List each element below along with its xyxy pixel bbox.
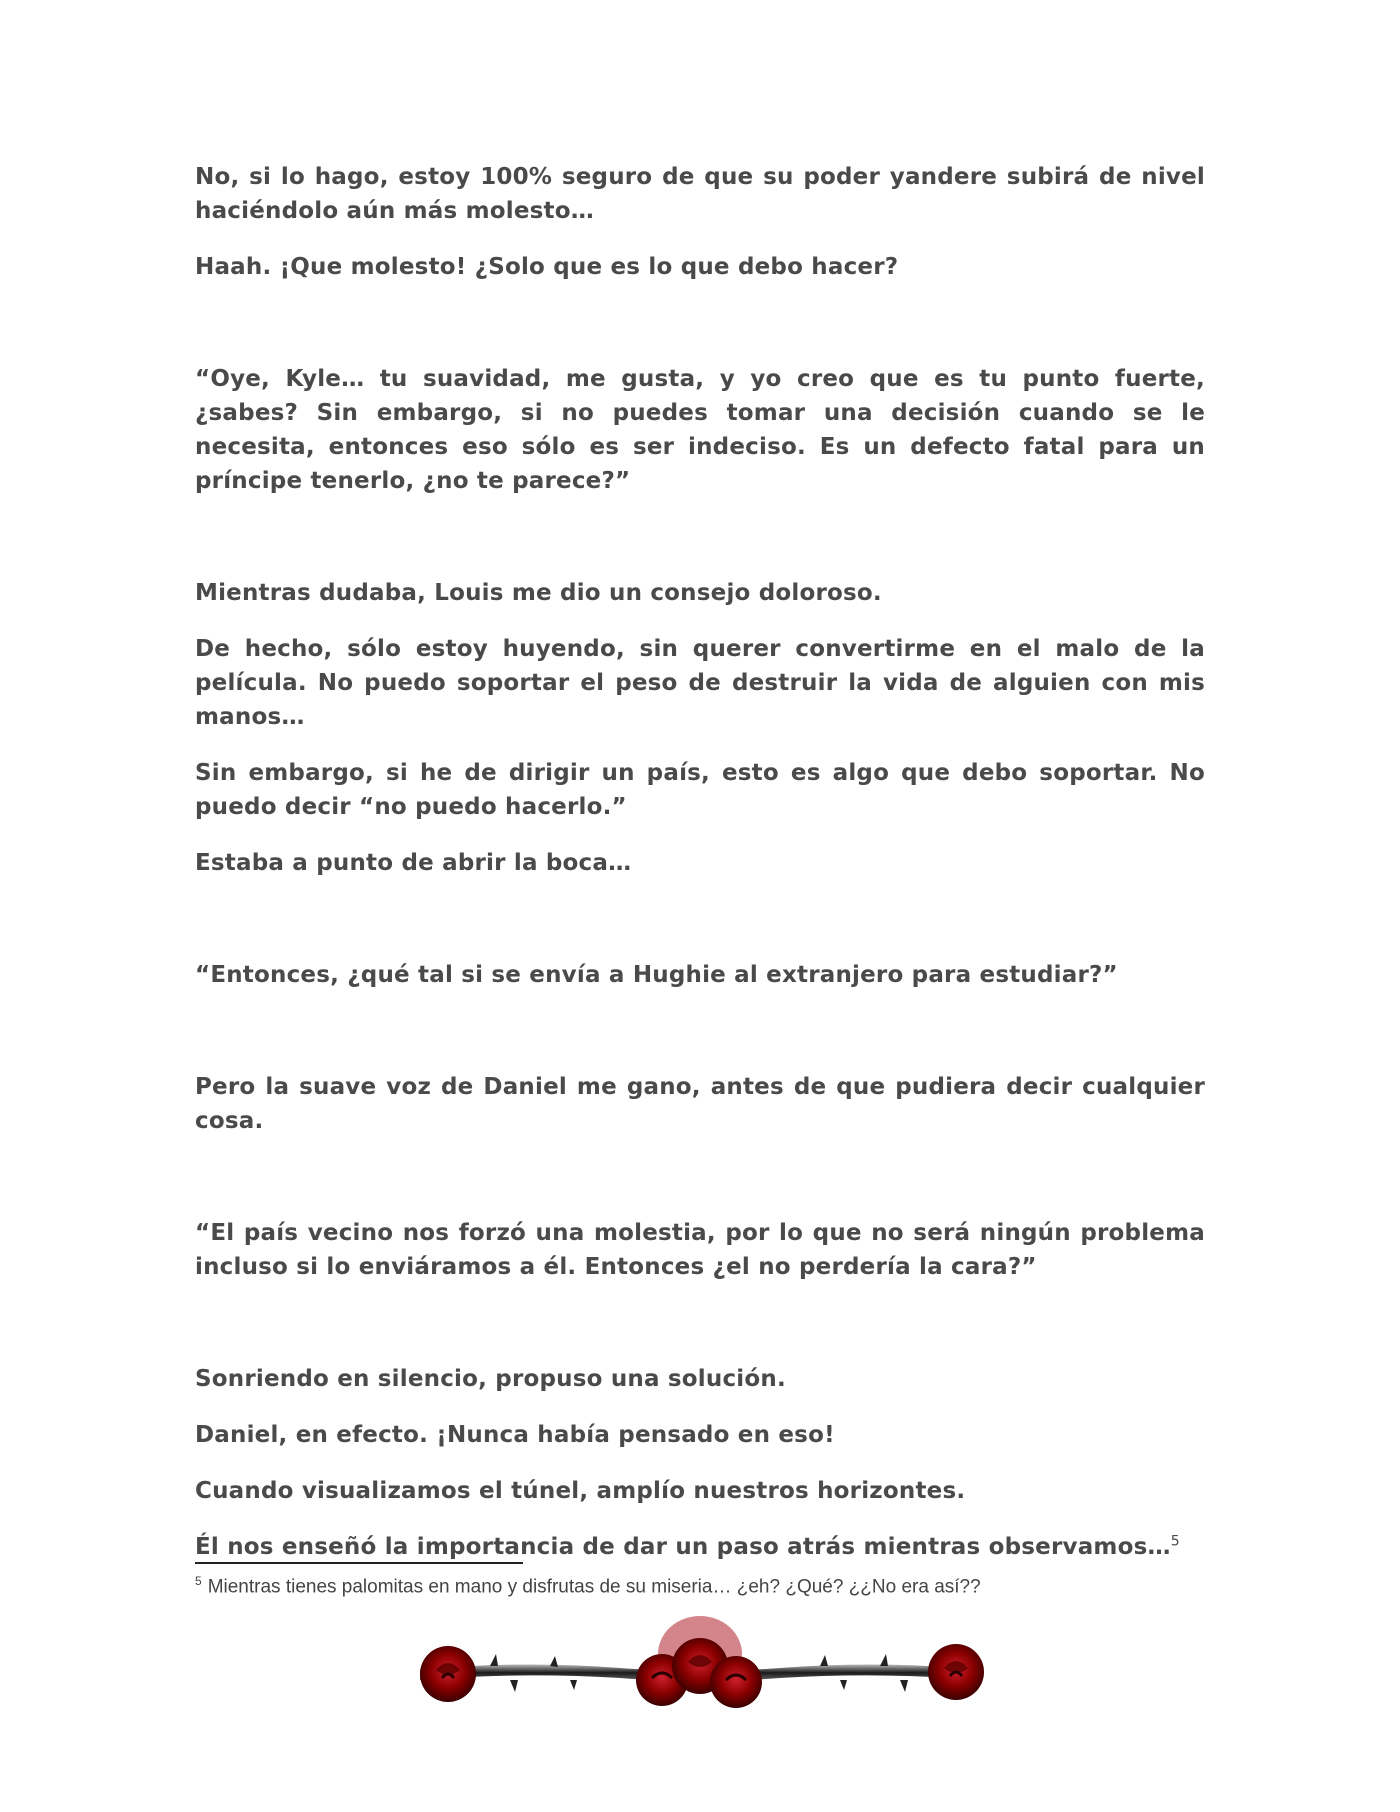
paragraph-with-footnote [195, 1530, 1205, 1564]
paragraph: Sonriendo en silencio, propuso una solución. [195, 1366, 786, 1392]
spacer [195, 306, 1205, 362]
page-body [195, 160, 1205, 1586]
dialogue-paragraph: “Oye, Kyle… tu suavidad, me gusta, y yo creo que es tu punto fuerte, ¿sabes? Sin embargo, si no puedes tomar una decisión cuando se le necesita, entonces eso sólo es ser indeciso. Es un defecto fatal para un príncipe tenerlo, ¿no te parece?” [195, 366, 1205, 494]
footnote-number: 5 [195, 1574, 202, 1588]
paragraph-text: Él nos enseñó la importancia de dar un paso atrás mientras observamos… [195, 1534, 1171, 1560]
spacer [195, 1160, 1205, 1216]
rose-vine-divider-icon [400, 1608, 1000, 1728]
spacer [195, 520, 1205, 576]
spacer [195, 1306, 1205, 1362]
spacer [195, 902, 1205, 958]
dialogue-paragraph: “El país vecino nos forzó una molestia, por lo que no será ningún problema incluso si lo enviáramos a él. Entonces ¿el no perdería la cara?” [195, 1220, 1205, 1280]
paragraph: Sin embargo, si he de dirigir un país, esto es algo que debo soportar. No puedo decir “no puedo hacerlo.” [195, 760, 1205, 820]
paragraph: Cuando visualizamos el túnel, amplío nuestros horizontes. [195, 1478, 966, 1504]
paragraph: De hecho, sólo estoy huyendo, sin querer convertirme en el malo de la película. No puedo soportar el peso de destruir la vida de alguien con mis manos… [195, 636, 1205, 730]
footnote-reference[interactable]: 5 [1170, 1533, 1180, 1550]
paragraph: Haah. ¡Que molesto! ¿Solo que es lo que debo hacer? [195, 254, 899, 280]
paragraph: Estaba a punto de abrir la boca… [195, 850, 632, 876]
footnote [195, 1574, 1205, 1598]
dialogue-paragraph: “Entonces, ¿qué tal si se envía a Hughie al extranjero para estudiar?” [195, 962, 1118, 988]
paragraph: Daniel, en efecto. ¡Nunca había pensado en eso! [195, 1422, 835, 1448]
footnote-separator [195, 1562, 523, 1564]
paragraph: Pero la suave voz de Daniel me gano, antes de que pudiera decir cualquier cosa. [195, 1074, 1205, 1134]
paragraph: No, si lo hago, estoy 100% seguro de que su poder yandere subirá de nivel haciéndolo aún más molesto… [195, 164, 1205, 224]
paragraph: Mientras dudaba, Louis me dio un consejo doloroso. [195, 580, 882, 606]
footnote-text: Mientras tienes palomitas en mano y disfrutas de su miseria… ¿eh? ¿Qué? ¿¿No era así?? [207, 1576, 981, 1598]
spacer [195, 1014, 1205, 1070]
